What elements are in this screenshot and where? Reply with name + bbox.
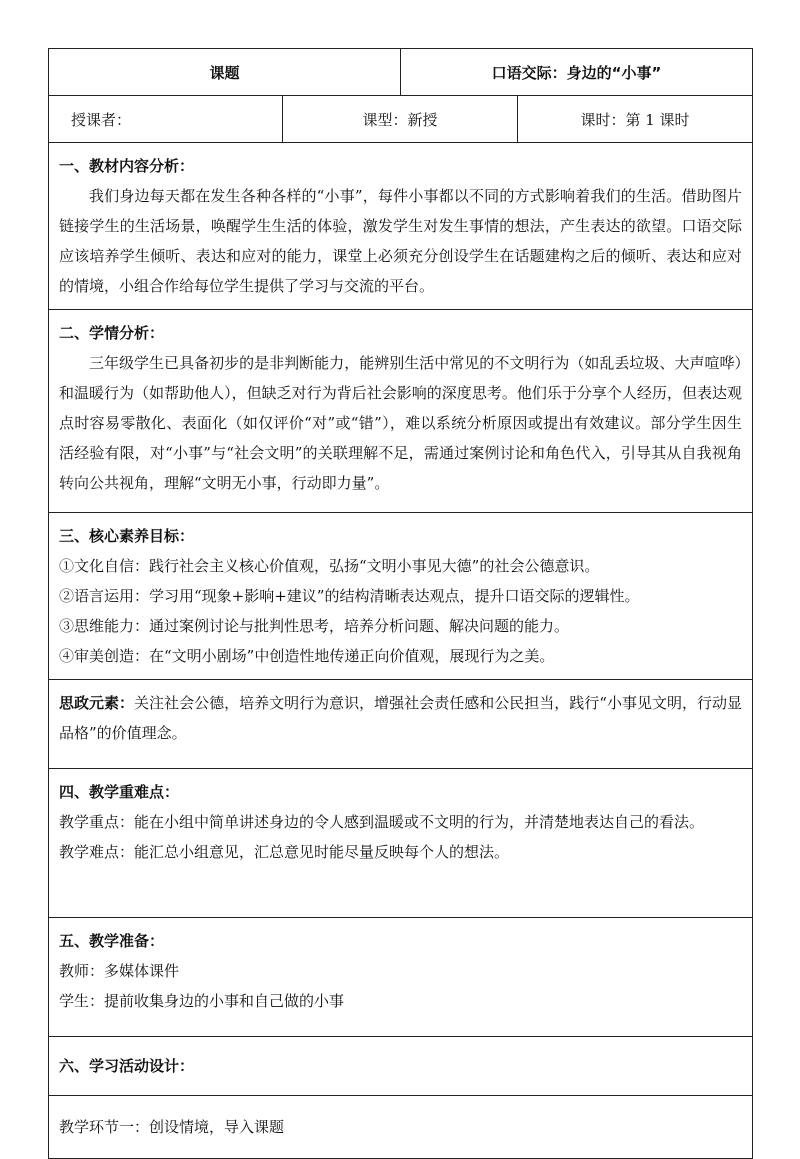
topic-label-cell (49, 49, 401, 96)
goals-section (49, 513, 753, 680)
key-point: 教学重点：能在小组中简单讲述身边的令人感到温暖或不文明的行为，并清楚地表达自己的看法。 (59, 813, 705, 831)
lesson-type: 课型：新授 (362, 110, 438, 129)
goal-item: ③思维能力：通过案例讨论与批判性思考，培养分析问题、解决问题的能力。 (59, 617, 570, 635)
ideology-body: 关注社会公德，培养文明行为意识，增强社会责任感和公民担当，践行“小事见文明，行动显品格”的价值理念。 (59, 694, 742, 742)
material-section (49, 143, 753, 310)
material-body: 我们身边每天都在发生各种各样的“小事”，每件小事都以不同的方式影响着我们的生活。借助图片链接学生的生活场景，唤醒学生生活的体验，激发学生对发生事情的想法，产生表达的欲望。口语交际应该培养学生倾听、表达和应对的能力，课堂上必须充分创设学生在话题建构之后的倾听、表达和应对的情境，小组合作给每位学生提供了学习与交流的平台。 (59, 187, 743, 295)
students-body: 三年级学生已具备初步的是非判断能力，能辨别生活中常见的不文明行为（如乱丢垃圾、大声喧哗）和温暖行为（如帮助他人），但缺乏对行为背后社会影响的深度思考。他们乐于分享个人经历，但表达观点时容易零散化、表面化（如仅评价“对”或“错”），难以系统分析原因或提出有效建议。部分学生因生活经验有限，对“小事”与“社会文明”的关联理解不足，需通过案例讨论和角色代入，引导其从自我视角转向公共视角，理解“文明无小事，行动即力量”。 (59, 354, 743, 492)
teacher-label: 授课者： (71, 110, 132, 129)
lesson-hours: 课时：第 1 课时 (580, 110, 690, 129)
ideology-paragraph (59, 688, 742, 748)
teacher-cell (49, 96, 283, 143)
students-row (49, 310, 753, 513)
lesson-plan-page (48, 48, 752, 1159)
activities-row (49, 1037, 753, 1096)
goal-item: ①文化自信：践行社会主义核心价值观，弘扬“文明小事见大德”的社会公德意识。 (59, 557, 600, 575)
difficult-point: 教学难点：能汇总小组意见，汇总意见时能尽量反映每个人的想法。 (59, 843, 510, 861)
header-row (49, 49, 753, 96)
students-title: 二、学情分析： (59, 324, 165, 342)
topic-label: 课题 (209, 63, 240, 82)
activities-title: 六、学习活动设计： (59, 1057, 195, 1075)
step1-section (49, 1096, 753, 1159)
topic-title-cell (401, 49, 753, 96)
prep-row (49, 918, 753, 1037)
meta-row (49, 96, 753, 143)
prep-title: 五、教学准备： (59, 932, 165, 950)
ideology-label: 思政元素： (59, 694, 135, 712)
material-title: 一、教材内容分析： (59, 157, 195, 175)
topic-title: 口语交际：身边的“小事” (491, 63, 662, 82)
activities-section (49, 1037, 753, 1096)
prep-section (49, 918, 753, 1037)
keypoints-row (49, 769, 753, 918)
step1-text: 教学环节一：创设情境，导入课题 (59, 1118, 285, 1136)
goals-row (49, 513, 753, 680)
lesson-plan-table (48, 48, 753, 1159)
prep-student: 学生：提前收集身边的小事和自己做的小事 (59, 992, 345, 1010)
lesson-type-cell (283, 96, 518, 143)
material-row (49, 143, 753, 310)
keypoints-section (49, 769, 753, 918)
prep-teacher: 教师：多媒体课件 (59, 962, 180, 980)
keypoints-title: 四、教学重难点： (59, 783, 180, 801)
goal-item: ②语言运用：学习用“现象+影响+建议”的结构清晰表达观点，提升口语交际的逻辑性。 (59, 587, 640, 605)
step1-row (49, 1096, 753, 1159)
students-section (49, 310, 753, 513)
ideology-row (49, 680, 753, 769)
ideology-section (49, 680, 753, 769)
goals-title: 三、核心素养目标： (59, 527, 195, 545)
goal-item: ④审美创造：在“文明小剧场”中创造性地传递正向价值观，展现行为之美。 (59, 647, 555, 665)
lesson-hours-cell (518, 96, 753, 143)
